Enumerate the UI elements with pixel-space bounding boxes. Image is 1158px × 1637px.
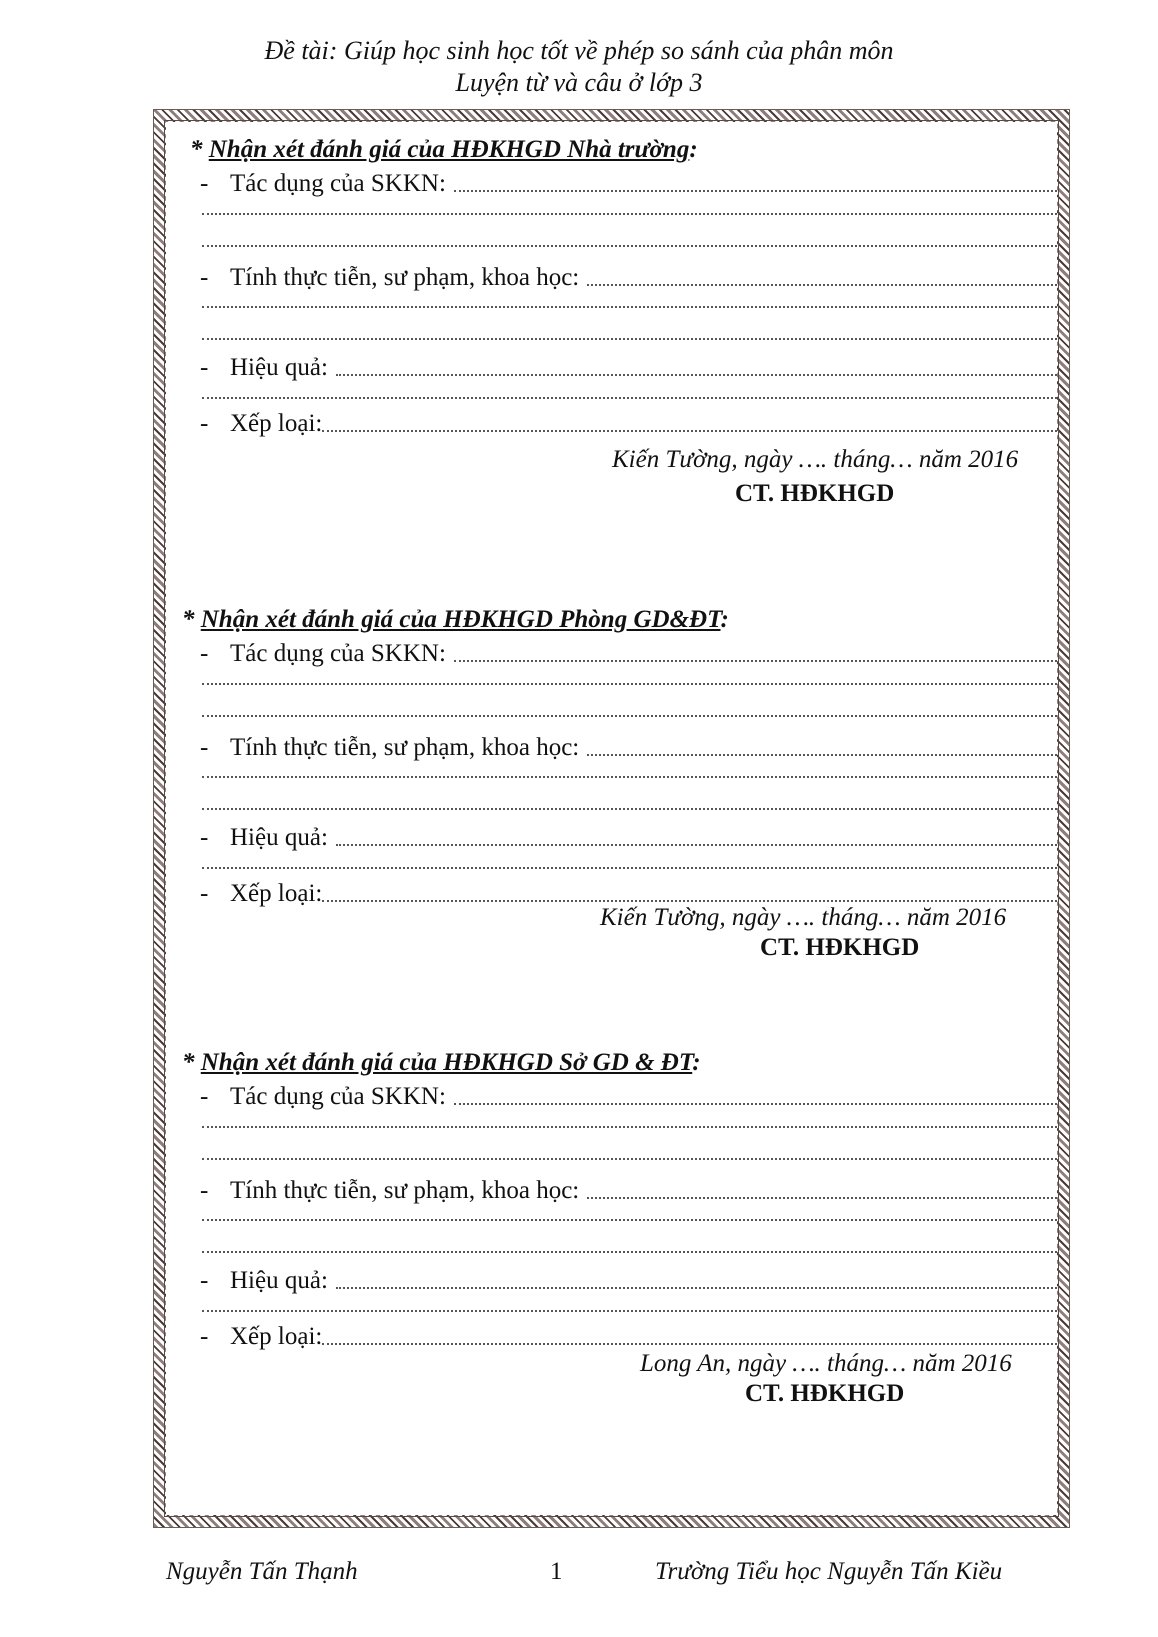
fill-line xyxy=(202,1158,1057,1160)
fill-line xyxy=(202,306,1057,308)
fill-line xyxy=(202,213,1057,215)
field-label: Tác dụng của SKKN: xyxy=(230,1083,446,1110)
place-date: Long An, ngày …. tháng… năm 2016 xyxy=(640,1350,1012,1377)
field-label: Tính thực tiễn, sư phạm, khoa học: xyxy=(230,264,580,291)
field-label: Tính thực tiễn, sư phạm, khoa học: xyxy=(230,1177,580,1204)
field-label: Xếp loại: xyxy=(230,410,323,437)
field-row: - Tác dụng của SKKN: xyxy=(200,168,1057,198)
fill-line xyxy=(202,397,1057,399)
fill-line xyxy=(454,660,1057,662)
field-row: - Xếp loại: xyxy=(200,408,1057,438)
place-date: Kiến Tường, ngày …. tháng… năm 2016 xyxy=(612,446,1019,473)
fill-line xyxy=(202,245,1057,247)
fill-line xyxy=(202,1251,1057,1253)
fill-line xyxy=(322,1343,1057,1345)
fill-line xyxy=(322,430,1057,432)
field-row: - Hiệu quả: xyxy=(200,822,1057,852)
fill-line xyxy=(202,1126,1057,1128)
fill-line xyxy=(202,715,1057,717)
field-label: Xếp loại: xyxy=(230,1323,323,1350)
field-label: Hiệu quả: xyxy=(230,824,328,851)
fill-line xyxy=(587,1197,1057,1199)
field-row: - Xếp loại: xyxy=(200,1321,1057,1351)
field-row: - Hiệu quả: xyxy=(200,1265,1057,1295)
signer-title: CT. HĐKHGD xyxy=(760,934,920,961)
fill-line xyxy=(202,776,1057,778)
field-row: - Tính thực tiễn, sư phạm, khoa học: xyxy=(200,1175,1057,1205)
fill-line xyxy=(336,844,1057,846)
fill-line xyxy=(202,338,1057,340)
fill-line xyxy=(202,808,1057,810)
place-date: Kiến Tường, ngày …. tháng… năm 2016 xyxy=(600,904,1007,931)
field-label: Tác dụng của SKKN: xyxy=(230,640,446,667)
fill-line xyxy=(322,900,1057,902)
field-label: Hiệu quả: xyxy=(230,1267,328,1294)
signer-title: CT. HĐKHGD xyxy=(735,480,895,507)
field-label: Xếp loại: xyxy=(230,880,323,907)
fill-line xyxy=(336,1287,1057,1289)
header-title-line-1: Đề tài: Giúp học sinh học tốt về phép so sánh của phân môn xyxy=(264,36,894,65)
section-3-title: * Nhận xét đánh giá của HĐKHGD Sở GD & ĐT: xyxy=(182,1049,701,1076)
field-row: - Xếp loại: xyxy=(200,878,1057,908)
header-title-line-2: Luyện từ và câu ở lớp 3 xyxy=(455,68,703,97)
fill-line xyxy=(202,683,1057,685)
fill-line xyxy=(454,190,1057,192)
fill-line xyxy=(202,1219,1057,1221)
fill-line xyxy=(202,867,1057,869)
field-row: - Tính thực tiễn, sư phạm, khoa học: xyxy=(200,262,1057,292)
fill-line xyxy=(587,284,1057,286)
field-label: Tính thực tiễn, sư phạm, khoa học: xyxy=(230,734,580,761)
page-number: 1 xyxy=(550,1558,563,1585)
fill-line xyxy=(202,1310,1057,1312)
signer-title: CT. HĐKHGD xyxy=(745,1380,905,1407)
field-label: Tác dụng của SKKN: xyxy=(230,170,446,197)
fill-line xyxy=(336,374,1057,376)
section-1-title: * Nhận xét đánh giá của HĐKHGD Nhà trường: xyxy=(190,136,698,163)
field-label: Hiệu quả: xyxy=(230,354,328,381)
field-row: - Tính thực tiễn, sư phạm, khoa học: xyxy=(200,732,1057,762)
decorative-page-border xyxy=(154,110,1069,1527)
field-row: - Tác dụng của SKKN: xyxy=(200,1081,1057,1111)
section-2-title: * Nhận xét đánh giá của HĐKHGD Phòng GD&ĐT: xyxy=(182,606,729,633)
fill-line xyxy=(454,1103,1057,1105)
field-row: - Tác dụng của SKKN: xyxy=(200,638,1057,668)
fill-line xyxy=(587,754,1057,756)
footer-author: Nguyễn Tấn Thạnh xyxy=(166,1558,358,1585)
footer-school: Trường Tiểu học Nguyễn Tấn Kiều xyxy=(655,1558,1003,1585)
field-row: - Hiệu quả: xyxy=(200,352,1057,382)
